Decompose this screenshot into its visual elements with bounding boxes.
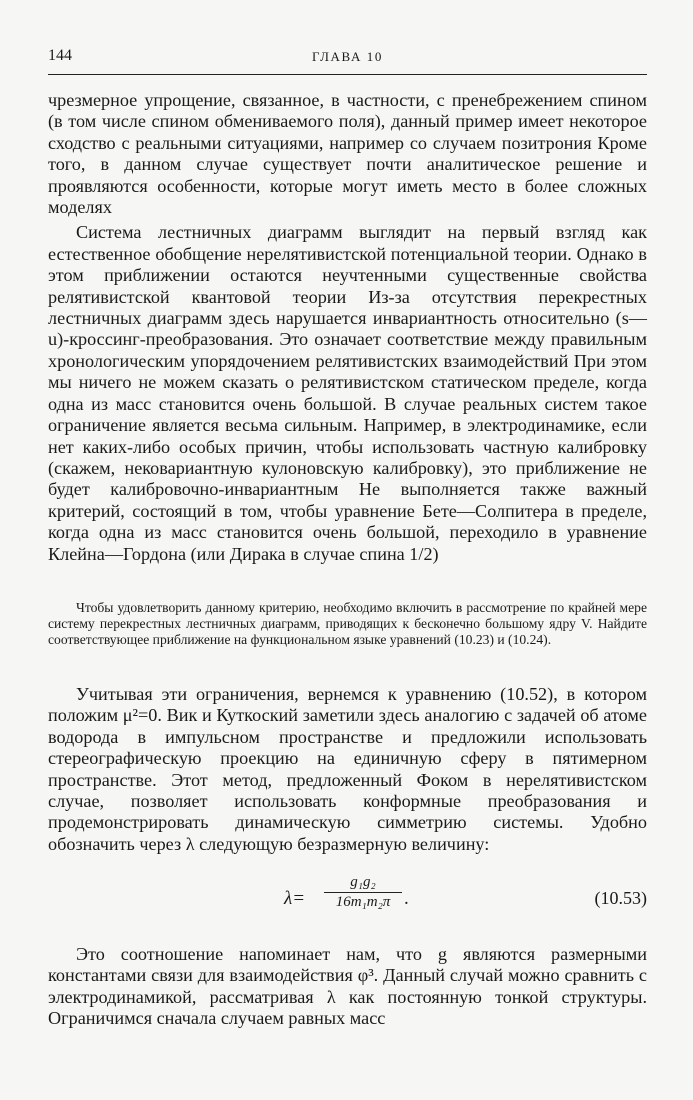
text-block-2 [48, 684, 647, 855]
equation-10-53 [48, 870, 647, 922]
running-header [48, 44, 647, 68]
fraction-numerator: g₁g₂ [324, 874, 402, 893]
chapter-title: ГЛАВА 10 [311, 49, 384, 64]
equation-lhs: λ= [284, 888, 306, 909]
header-rule [48, 74, 647, 75]
equation-fraction [324, 874, 402, 911]
fraction-denominator: 16m₁m₂π [335, 894, 391, 910]
paragraph-wick-cutkosky: Учитывая эти ограничения, вернемся к уравнению (10.52), в котором положим μ²=0. Вик и Куткоский заметили здесь аналогию с задачей об атоме водорода в импульсном пространстве и предложили использовать стереографическую проекцию на единичную сферу в пятимерном пространстве. Этот метод, предложенный Фоком в нерелятивистском случае, позволяет использовать конформные преобразования и продемонстрировать динамическую симметрию системы. Удобно обозначить через λ следующую безразмерную величину: [48, 684, 647, 854]
paragraph-continuation: чрезмерное упрощение, связанное, в частности, с пренебрежением спином (в том числе спином обмениваемого поля), данный пример имеет некоторое сходство с реальными ситуациями, например со случаем позитрония Кроме того, в данном случае существует почти аналитическое решение и проявляются особенности, которые могут иметь место в более сложных моделях [48, 90, 647, 218]
text-block-3 [48, 944, 647, 1030]
exercise-text: Чтобы удовлетворить данному критерию, необходимо включить в рассмотрение по крайней мере систему перекрестных лестничных диаграмм, приводящих к бесконечно большому ядру V. Найдите соответствующее приближение на функциональном языке уравнений (10.23) и (10.24). [48, 600, 647, 647]
equation-number: (10.53) [594, 888, 647, 908]
page-number: 144 [48, 47, 72, 64]
equation-period: . [404, 888, 409, 909]
text-block-1 [48, 90, 647, 565]
exercise-note [48, 600, 647, 648]
paragraph-coupling-constants: Это соотношение напоминает нам, что g являются размерными константами связи для взаимодействия φ³. Данный случай можно сравнить с электродинамикой, рассматривая λ как постоянную тонкой структуры. Ограничимся сначала случаем равных масс [48, 944, 647, 1029]
paragraph-ladder-diagrams: Система лестничных диаграмм выглядит на первый взгляд как естественное обобщение нерелятивистской потенциальной теории. Однако в этом приближении остаются неучтенными существенные свойства релятивистской квантовой теории Из-за отсутствия перекрестных лестничных диаграмм здесь нарушается инвариантность относительно (s—u)-кроссинг-преобразования. Это означает соответствие между правильным хронологическим упорядочением релятивистских взаимодействий При этом мы ничего не можем сказать о релятивистском статическом пределе, когда одна из масс становится очень большой. В случае реальных систем такое ограничение является весьма сильным. Например, в электродинамике, если нет каких-либо особых причин, чтобы использовать частную калибровку (скажем, нековариантную кулоновскую калибровку), это приближение не будет калибровочно-инвариантным Не выполняется также важный критерий, состоящий в том, чтобы уравнение Бете—Солпитера в пределе, когда одна из масс становится очень большой, переходило в уравнение Клейна—Гордона (или Дирака в случае спина 1/2) [48, 222, 647, 564]
